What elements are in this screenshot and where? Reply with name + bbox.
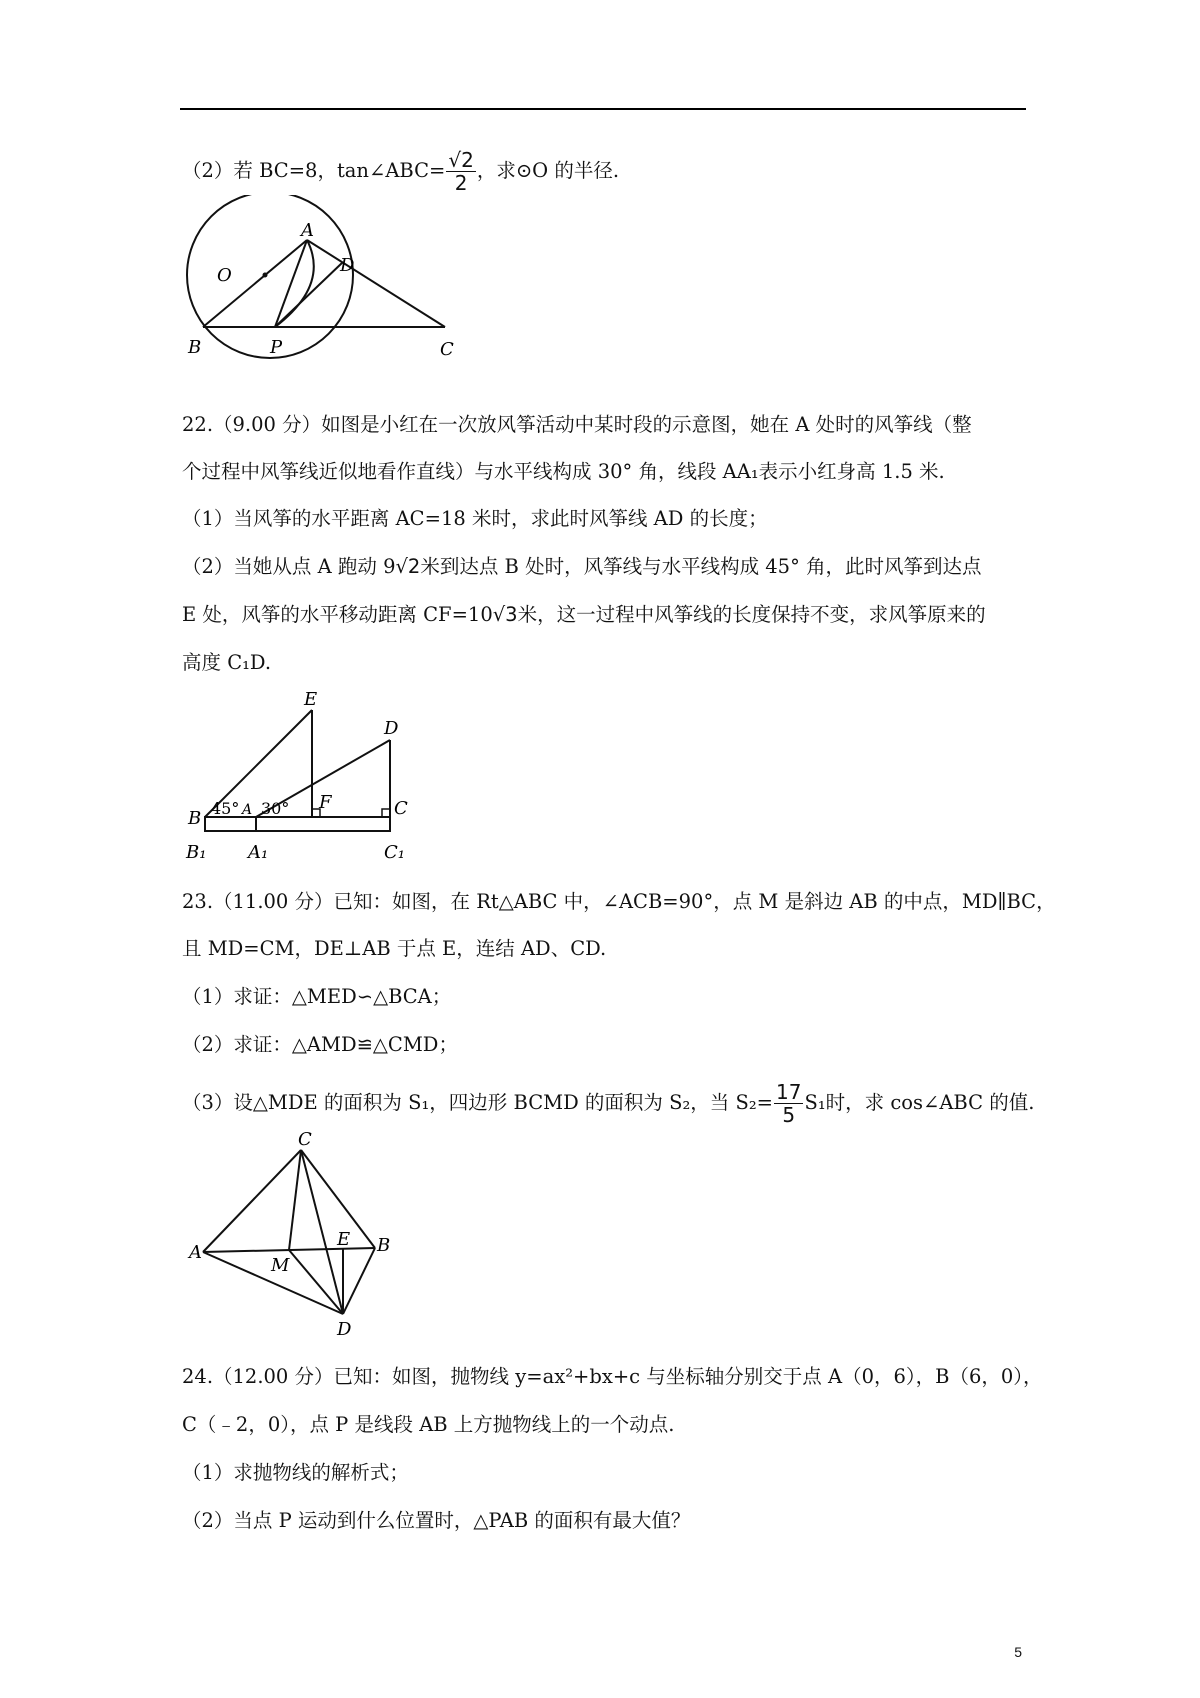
label-e: E	[304, 690, 318, 710]
label-c: C	[298, 1132, 312, 1150]
q23-fraction-denominator: 5	[782, 1103, 796, 1127]
label-a: A	[189, 1242, 202, 1263]
label-a: A	[301, 220, 314, 241]
label-p: P	[270, 337, 283, 358]
q21-fraction-denominator: 2	[454, 171, 468, 195]
segment-ac	[307, 240, 445, 327]
label-a1: A₁	[248, 842, 269, 863]
kite-base-rect	[205, 817, 390, 831]
q22-stem-line2: 个过程中风筝线近似地看作直线）与水平线构成 30° 角，线段 AA₁表示小红身高 1.5 米.	[182, 460, 945, 483]
label-c: C	[440, 339, 454, 360]
q23-part3-text: （3）设△MDE 的面积为 S₁，四边形 BCMD 的面积为 S₂，当 S₂=	[182, 1091, 774, 1114]
label-d: D	[340, 255, 355, 276]
label-m: M	[271, 1255, 290, 1276]
q22-part2-line1	[182, 555, 982, 579]
label-o: O	[217, 265, 232, 286]
label-angle-45: 45°	[211, 799, 240, 818]
segment-cm	[289, 1150, 301, 1250]
label-d: D	[384, 718, 399, 739]
label-a: A	[242, 802, 253, 818]
q21-part2-tail: ，求⊙O 的半径.	[476, 159, 620, 182]
q21-figure	[170, 195, 470, 390]
q22-part2-line2-c: 米，这一过程中风筝线的长度保持不变，求风筝原来的	[517, 603, 986, 626]
q22-part2-text-a: （2）当她从点 A 跑动 9	[182, 555, 396, 578]
q23-part2: （2）求证：△AMD≌△CMD；	[182, 1033, 458, 1056]
q21-fraction	[446, 150, 475, 193]
label-d: D	[337, 1319, 352, 1340]
q23-stem-line2: 且 MD=CM，DE⊥AB 于点 E，连结 AD、CD.	[182, 937, 607, 960]
label-b: B	[377, 1235, 391, 1256]
label-b: B	[188, 337, 202, 358]
q22-figure	[178, 690, 438, 870]
q24-stem-line1: 24.（12.00 分）已知：如图，抛物线 y=ax²+bx+c 与坐标轴分别交于点 A（0，6），B（6，0），	[182, 1365, 1043, 1388]
label-c: C	[394, 798, 408, 819]
q23-stem-line1: 23.（11.00 分）已知：如图，在 Rt△ABC 中，∠ACB=90°，点 M 是斜边 AB 的中点，MD∥BC，	[182, 890, 1056, 913]
q23-fraction-numerator: 17	[776, 1080, 802, 1104]
q24-part2: （2）当点 P 运动到什么位置时，△PAB 的面积有最大值？	[182, 1509, 691, 1532]
page-number: 5	[1014, 1644, 1022, 1660]
q22-part2-line2	[182, 603, 986, 627]
q22-part2-line2-a: E 处，风筝的水平移动距离 CF=10	[182, 603, 493, 626]
q22-part1: （1）当风筝的水平距离 AC=18 米时，求此时风筝线 AD 的长度；	[182, 507, 768, 530]
q22-part2-line3: 高度 C₁D.	[182, 651, 272, 674]
q23-figure	[175, 1132, 415, 1342]
q22-part2-text-c: 米到达点 B 处时，风筝线与水平线构成 45° 角，此时风筝到达点	[420, 555, 982, 578]
q21-part2-text: （2）若 BC=8，tan∠ABC=	[182, 159, 446, 182]
label-e: E	[337, 1229, 351, 1250]
q21-fraction-numerator: √2	[448, 148, 474, 172]
right-angle-c	[382, 809, 390, 817]
q22-sqrt2: √2	[395, 555, 421, 578]
q23-fraction	[774, 1082, 803, 1125]
q22-sqrt3: √3	[492, 603, 518, 626]
segment-ac	[203, 1150, 301, 1252]
q24-stem-line2: C（﹣2，0），点 P 是线段 AB 上方抛物线上的一个动点.	[182, 1413, 675, 1436]
label-f: F	[319, 792, 332, 813]
q21-part2	[182, 150, 619, 193]
q23-part1: （1）求证：△MED∽△BCA；	[182, 985, 452, 1008]
label-c1: C₁	[384, 842, 405, 863]
q22-stem-line1: 22.（9.00 分）如图是小红在一次放风筝活动中某时段的示意图，她在 A 处时的风筝线（整	[182, 413, 972, 436]
label-angle-30: 30°	[261, 799, 290, 818]
segment-bd	[343, 1248, 375, 1314]
q23-part3-tail: S₁时，求 cos∠ABC 的值.	[804, 1091, 1035, 1114]
q24-part1: （1）求抛物线的解析式；	[182, 1461, 409, 1484]
q23-part3	[182, 1082, 1034, 1125]
label-b: B	[188, 808, 202, 829]
label-b1: B₁	[186, 842, 207, 863]
header-rule	[180, 108, 1026, 110]
